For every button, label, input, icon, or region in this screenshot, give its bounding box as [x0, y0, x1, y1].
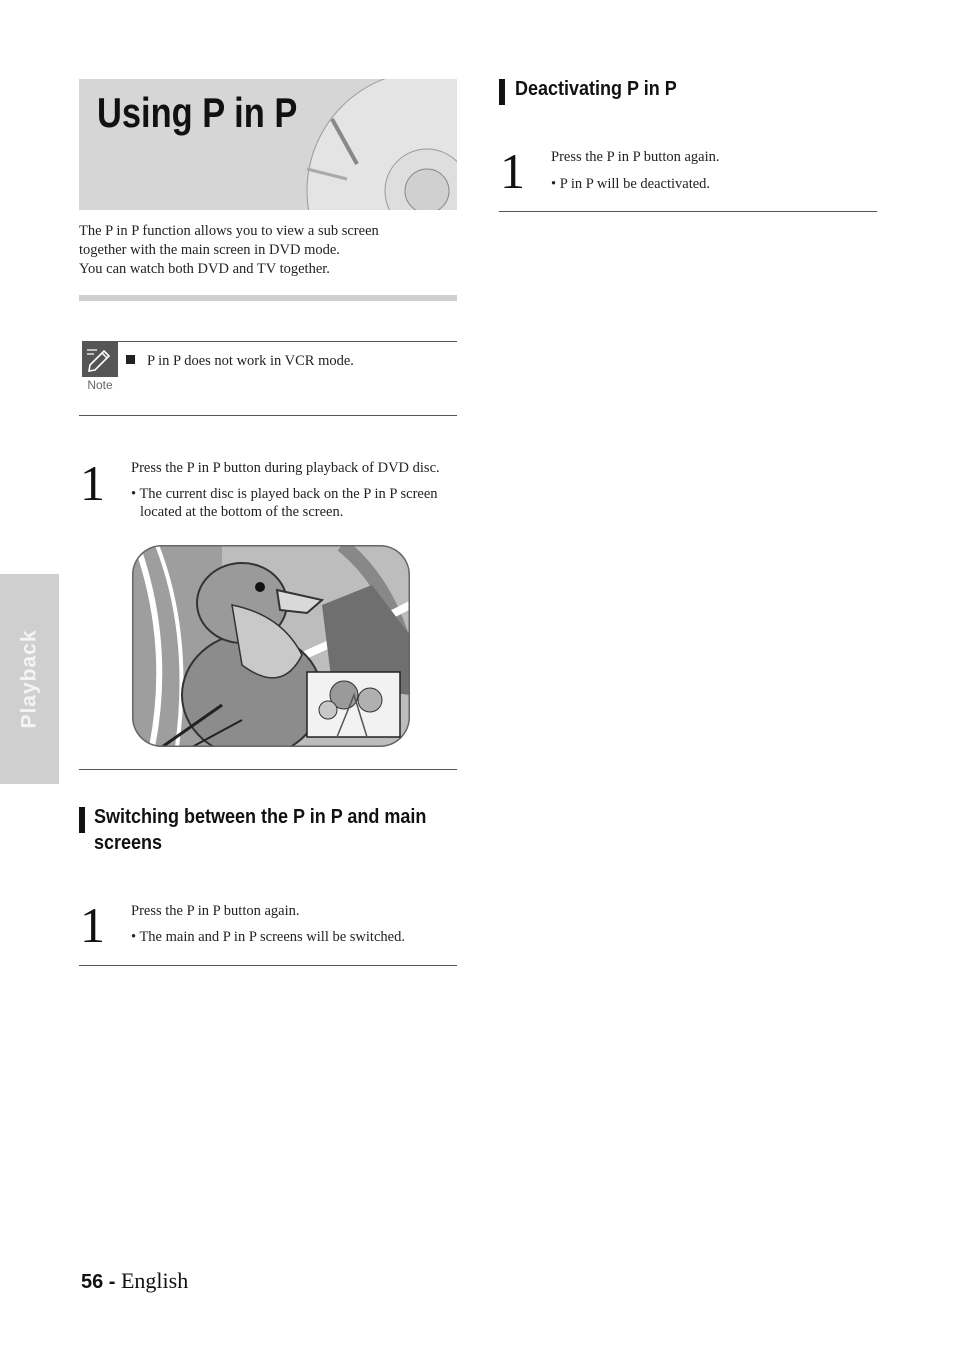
section-divider	[79, 769, 457, 770]
pip-sub-screen	[307, 672, 400, 737]
step-bullet: • P in P will be deactivated.	[551, 176, 711, 192]
chapter-tab-label	[0, 574, 59, 784]
step-bullet: located at the bottom of the screen.	[140, 504, 344, 520]
section-marker	[79, 807, 85, 833]
note-bullet-icon	[126, 355, 135, 364]
pip-illustration	[132, 545, 410, 752]
section-divider	[499, 211, 877, 212]
step-instruction: Press the P in P button again.	[551, 149, 720, 165]
note-pencil-icon	[82, 341, 118, 377]
section-title-line: Switching between the P in P and main	[94, 806, 427, 828]
note-label: Note	[87, 378, 113, 392]
step-instruction: Press the P in P button again.	[131, 903, 300, 919]
step-bullet: • The main and P in P screens will be switched.	[131, 929, 405, 945]
section-divider	[79, 295, 457, 301]
note-bottom-rule	[79, 415, 457, 416]
step-number: 1	[80, 897, 105, 953]
step-number: 1	[500, 143, 525, 199]
page-language: English	[120, 1268, 189, 1293]
disc-icon	[287, 79, 457, 210]
section-title-switching	[94, 804, 454, 856]
intro-text	[79, 222, 459, 279]
step-instruction: Press the P in P button during playback of DVD disc.	[131, 460, 440, 476]
note-top-rule	[118, 341, 457, 342]
chapter-tab-text: Playback	[17, 629, 41, 729]
page-footer	[81, 1268, 188, 1294]
section-divider	[79, 965, 457, 966]
page-number: 56 -	[81, 1271, 116, 1293]
step-bullet: • The current disc is played back on the P in P screen	[131, 486, 438, 502]
note-text: P in P does not work in VCR mode.	[147, 353, 354, 369]
intro-line: You can watch both DVD and TV together.	[79, 261, 330, 277]
section-title-line: screens	[94, 832, 163, 854]
intro-line: together with the main screen in DVD mode.	[79, 242, 340, 258]
section-marker	[499, 79, 505, 105]
section-title-deactivating: Deactivating P in P	[515, 78, 677, 100]
page-title: Using P in P	[97, 89, 298, 136]
intro-line: The P in P function allows you to view a sub screen	[79, 223, 379, 239]
title-banner	[79, 79, 457, 210]
step-number: 1	[80, 455, 105, 511]
